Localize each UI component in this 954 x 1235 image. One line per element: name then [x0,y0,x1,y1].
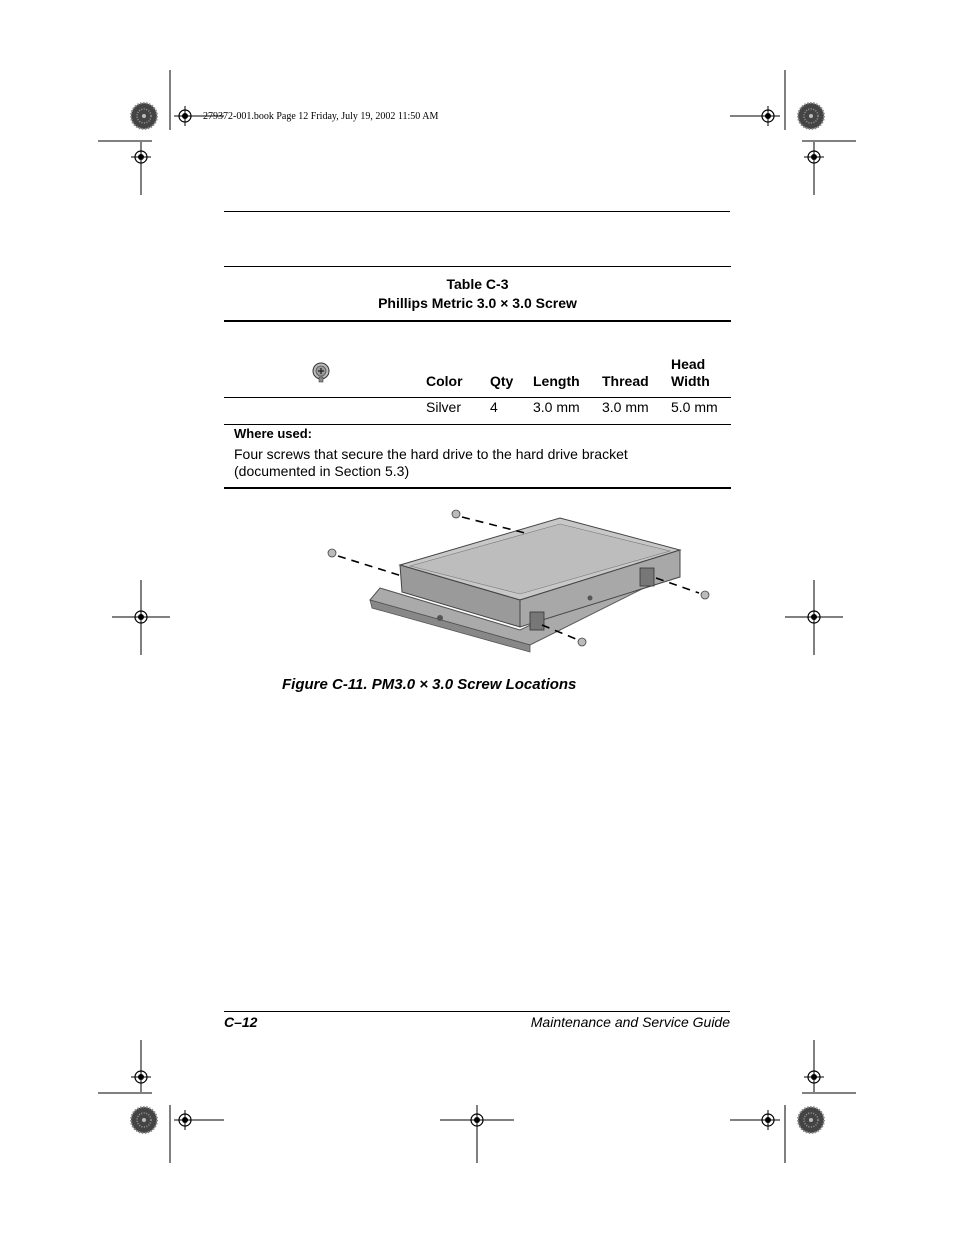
table-label: Table C-3 [446,276,509,292]
screw-icon [311,361,331,383]
where-used-label: Where used: [234,426,313,441]
column-header-head-width-line2: Width [671,373,710,389]
cell-qty: 4 [490,399,498,415]
column-header-qty: Qty [490,373,514,389]
column-header-thread: Thread [602,373,649,389]
hard-drive-figure [320,500,730,665]
column-header-head-width-line1: Head [671,356,706,372]
cell-head-width: 5.0 mm [671,399,718,415]
page-number: C–12 [224,1014,258,1030]
footer-rule [224,1011,730,1012]
where-used-text: Four screws that secure the hard drive to the hard drive bracket (documented in Section 5.3) [234,446,628,479]
table-header-rule [224,397,731,398]
cell-thread: 3.0 mm [602,399,649,415]
column-header-length: Length [533,373,580,389]
column-header-head-width [671,356,710,390]
table-title: Phillips Metric 3.0 × 3.0 Screw [378,295,577,311]
table-top-rule [224,266,731,267]
book-header-slug: 279372-001.book Page 12 Friday, July 19, 2002 11:50 AM [203,111,439,122]
table-row-rule [224,424,731,425]
cell-length: 3.0 mm [533,399,580,415]
table-bottom-rule [224,487,731,489]
cell-color: Silver [426,399,462,415]
table-caption [224,275,731,313]
guide-title: Maintenance and Service Guide [530,1014,730,1030]
column-header-color: Color [426,373,463,389]
figure-caption: Figure C-11. PM3.0 × 3.0 Screw Locations [282,676,577,693]
table-caption-rule [224,320,731,322]
header-rule [224,211,730,212]
